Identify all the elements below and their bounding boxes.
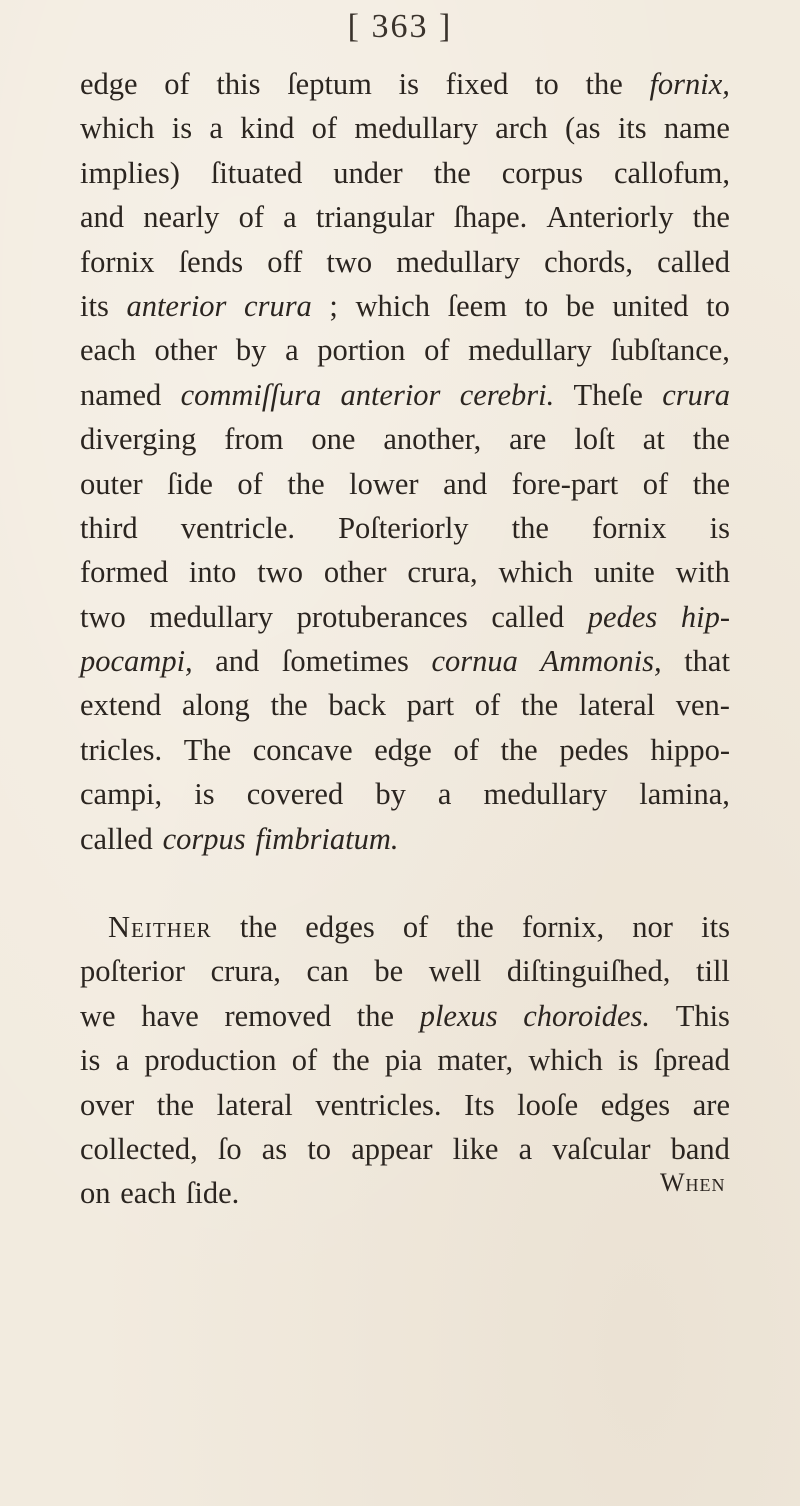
word: is xyxy=(194,777,215,812)
text-line xyxy=(80,1171,730,1215)
text-line xyxy=(80,949,730,993)
text-line xyxy=(80,1127,730,1171)
word: lamina, xyxy=(639,777,730,812)
word: that xyxy=(684,644,730,679)
word: arch xyxy=(495,111,548,146)
word: pia xyxy=(384,1043,423,1078)
word: commiſſura xyxy=(180,377,322,412)
word: its xyxy=(617,111,647,146)
word: a xyxy=(285,333,299,368)
word: corpus xyxy=(162,821,246,856)
word: pocampi, xyxy=(80,644,193,679)
word: a xyxy=(283,200,297,235)
word: name xyxy=(663,111,730,146)
body-text xyxy=(80,62,730,1216)
word: two xyxy=(326,244,373,279)
word: lateral xyxy=(578,688,656,723)
text-line xyxy=(80,639,730,683)
word: off xyxy=(267,244,303,279)
word: medullary xyxy=(483,777,608,812)
word: edges xyxy=(305,910,375,945)
word: extend xyxy=(80,688,162,723)
word: edges xyxy=(600,1087,671,1122)
word: third xyxy=(80,510,138,545)
word: which xyxy=(528,1043,603,1078)
word: fixed xyxy=(445,67,509,101)
text-line xyxy=(80,284,730,328)
word: fornix xyxy=(80,244,155,279)
word: of xyxy=(237,466,263,501)
word: the xyxy=(585,67,623,101)
word: which xyxy=(80,111,155,146)
word: other xyxy=(323,555,387,590)
text-line xyxy=(80,151,730,195)
word: lower xyxy=(349,466,419,501)
word: medullary xyxy=(468,333,592,368)
word: the xyxy=(156,1087,195,1122)
word: well xyxy=(428,954,482,989)
word: under xyxy=(333,155,403,190)
word: appear xyxy=(351,1131,433,1166)
word: the xyxy=(692,200,730,235)
word: fornix, xyxy=(649,67,730,101)
word: the xyxy=(692,422,730,457)
text-line xyxy=(80,728,730,772)
text-line xyxy=(80,240,730,284)
word: Neither xyxy=(108,910,212,945)
word: nearly xyxy=(143,200,220,235)
word: ſends xyxy=(178,244,244,279)
word: Ammonis, xyxy=(540,644,662,679)
word: nor xyxy=(632,910,673,945)
text-line xyxy=(80,417,730,461)
word: This xyxy=(675,998,730,1033)
text-line xyxy=(80,817,730,861)
word: chords, xyxy=(544,244,634,279)
word: be xyxy=(374,954,404,989)
word: which xyxy=(498,555,573,590)
word: back xyxy=(328,688,386,723)
word: ſituated xyxy=(210,155,303,190)
word: plexus xyxy=(419,998,498,1033)
word: (as xyxy=(564,111,601,146)
word: of xyxy=(238,200,264,235)
word: fimbriatum. xyxy=(255,821,399,856)
word: anterior xyxy=(126,288,227,323)
word: hip- xyxy=(680,599,730,634)
word: crura, xyxy=(407,555,478,590)
word: from xyxy=(224,422,284,457)
word: other xyxy=(154,333,218,368)
word: the xyxy=(239,910,278,945)
word: fore-part xyxy=(511,466,619,501)
word: poſterior xyxy=(80,954,186,989)
word: edge xyxy=(80,67,138,101)
word: be xyxy=(565,288,595,323)
text-line xyxy=(80,595,730,639)
text-line xyxy=(80,62,730,106)
word: medullary xyxy=(149,599,274,634)
word: a xyxy=(518,1131,533,1166)
text-line xyxy=(80,195,730,239)
word: protuberances xyxy=(296,599,468,634)
word: ventricles. xyxy=(315,1087,442,1122)
word: and xyxy=(443,466,488,501)
word: of xyxy=(642,466,669,501)
word: which xyxy=(355,288,431,323)
word: a xyxy=(437,777,452,812)
word: to xyxy=(535,67,559,101)
word: Anteriorly xyxy=(546,200,674,235)
word: ſide. xyxy=(185,1176,240,1211)
word: implies) xyxy=(80,155,180,190)
word: medullary xyxy=(396,244,520,279)
word: the xyxy=(433,155,471,190)
word: can xyxy=(306,954,349,989)
word: ſo xyxy=(217,1131,242,1166)
word: covered xyxy=(246,777,344,812)
word: into xyxy=(188,555,237,590)
paragraph-gap xyxy=(80,861,730,905)
word: vaſcular xyxy=(552,1131,651,1166)
word: along xyxy=(182,688,250,723)
word: on xyxy=(80,1176,111,1211)
word: have xyxy=(141,998,199,1033)
word: ſeem xyxy=(447,288,507,323)
word: Its xyxy=(464,1087,495,1122)
word: another, xyxy=(383,422,482,457)
word: campi, xyxy=(80,777,163,812)
word: a xyxy=(209,111,223,146)
word: pedes xyxy=(587,599,658,634)
word: is xyxy=(618,1043,639,1078)
word: called xyxy=(491,599,565,634)
word: of xyxy=(311,111,338,146)
text-line xyxy=(80,550,730,594)
word: Poſteriorly xyxy=(338,510,469,545)
word: corpus xyxy=(501,155,584,190)
word: ſubſtance, xyxy=(610,333,730,368)
word: edge xyxy=(374,732,432,767)
word: ventricle. xyxy=(180,510,296,545)
text-line xyxy=(80,106,730,150)
word: named xyxy=(80,377,162,412)
page-number: [ 363 ] xyxy=(347,8,453,45)
word: pedes xyxy=(559,732,629,767)
word: concave xyxy=(252,732,353,767)
word: ; xyxy=(329,288,338,323)
word: till xyxy=(696,954,730,989)
word: the xyxy=(456,910,494,945)
word: of xyxy=(291,1043,318,1078)
text-line xyxy=(80,683,730,727)
word: ſpread xyxy=(653,1043,730,1078)
word: The xyxy=(183,732,232,767)
word: triangular xyxy=(315,200,435,235)
word: by xyxy=(375,777,406,812)
word: over xyxy=(80,1087,135,1122)
word: part xyxy=(406,688,455,723)
word: outer xyxy=(80,466,143,501)
text-line xyxy=(80,994,730,1038)
word: the xyxy=(520,688,559,723)
word: looſe xyxy=(517,1087,579,1122)
word: production xyxy=(144,1043,277,1078)
word: to xyxy=(307,1131,332,1166)
text-line xyxy=(80,905,730,949)
word: ſometimes xyxy=(281,644,409,679)
text-line xyxy=(80,1083,730,1127)
word: crura xyxy=(244,288,312,323)
word: removed xyxy=(224,998,332,1033)
word: is xyxy=(709,510,730,545)
word: by xyxy=(235,333,267,368)
word: at xyxy=(642,422,665,457)
word: loſt xyxy=(574,422,615,457)
word: of xyxy=(474,688,501,723)
word: band xyxy=(670,1131,730,1166)
word: with xyxy=(675,555,730,590)
word: formed xyxy=(80,555,169,590)
catchword: When xyxy=(660,1168,726,1197)
word: lateral xyxy=(216,1087,293,1122)
word: anterior xyxy=(340,377,441,412)
word: medullary xyxy=(354,111,478,146)
word: its xyxy=(701,910,730,945)
word: ſide xyxy=(167,466,213,501)
word: the xyxy=(287,466,325,501)
text-line xyxy=(80,328,730,372)
word: its xyxy=(80,288,109,323)
word: called xyxy=(657,244,730,279)
word: are xyxy=(692,1087,730,1122)
word: diſtinguiſhed, xyxy=(506,954,671,989)
word: the xyxy=(356,998,395,1033)
text-line xyxy=(80,462,730,506)
word: are xyxy=(509,422,547,457)
word: Theſe xyxy=(573,377,643,412)
word: like xyxy=(452,1131,499,1166)
word: crura, xyxy=(210,954,281,989)
word: the xyxy=(270,688,308,723)
word: of xyxy=(453,732,479,767)
word: ſhape. xyxy=(453,200,528,235)
word: the xyxy=(692,466,730,501)
word: one xyxy=(311,422,356,457)
word: is xyxy=(171,111,193,146)
word: as xyxy=(261,1131,288,1166)
word: tricles. xyxy=(80,732,163,767)
word: to xyxy=(524,288,549,323)
word: to xyxy=(706,288,730,323)
word: the xyxy=(332,1043,370,1078)
word: diverging xyxy=(80,422,197,457)
word: a xyxy=(115,1043,130,1078)
word: and xyxy=(80,200,125,235)
word: the xyxy=(500,732,538,767)
word: cornua xyxy=(431,644,518,679)
word: we xyxy=(80,998,116,1033)
word: is xyxy=(80,1043,101,1078)
word: kind xyxy=(240,111,295,146)
word: of xyxy=(402,910,429,945)
word: ven- xyxy=(675,688,730,723)
word: two xyxy=(257,555,303,590)
word: each xyxy=(80,333,136,368)
word: is xyxy=(398,67,419,101)
word: the xyxy=(511,510,549,545)
word: collected, xyxy=(80,1131,198,1166)
word: ſeptum xyxy=(287,67,372,101)
word: each xyxy=(120,1176,177,1211)
text-line xyxy=(80,373,730,417)
word: of xyxy=(164,67,190,101)
word: this xyxy=(216,67,261,101)
word: of xyxy=(424,333,450,368)
word: and xyxy=(215,644,260,679)
text-line xyxy=(80,772,730,816)
word: unite xyxy=(593,555,655,590)
word: hippo- xyxy=(650,732,730,767)
word: portion xyxy=(317,333,406,368)
word: fornix, xyxy=(521,910,605,945)
text-line xyxy=(80,1038,730,1082)
text-line xyxy=(80,506,730,550)
word: callofum, xyxy=(613,155,730,190)
word: cerebri. xyxy=(459,377,555,412)
word: crura xyxy=(662,377,730,412)
word: united xyxy=(612,288,689,323)
word: choroides. xyxy=(523,998,651,1033)
word: two xyxy=(80,599,126,634)
word: called xyxy=(80,821,153,856)
word: fornix xyxy=(591,510,667,545)
word: mater, xyxy=(437,1043,514,1078)
